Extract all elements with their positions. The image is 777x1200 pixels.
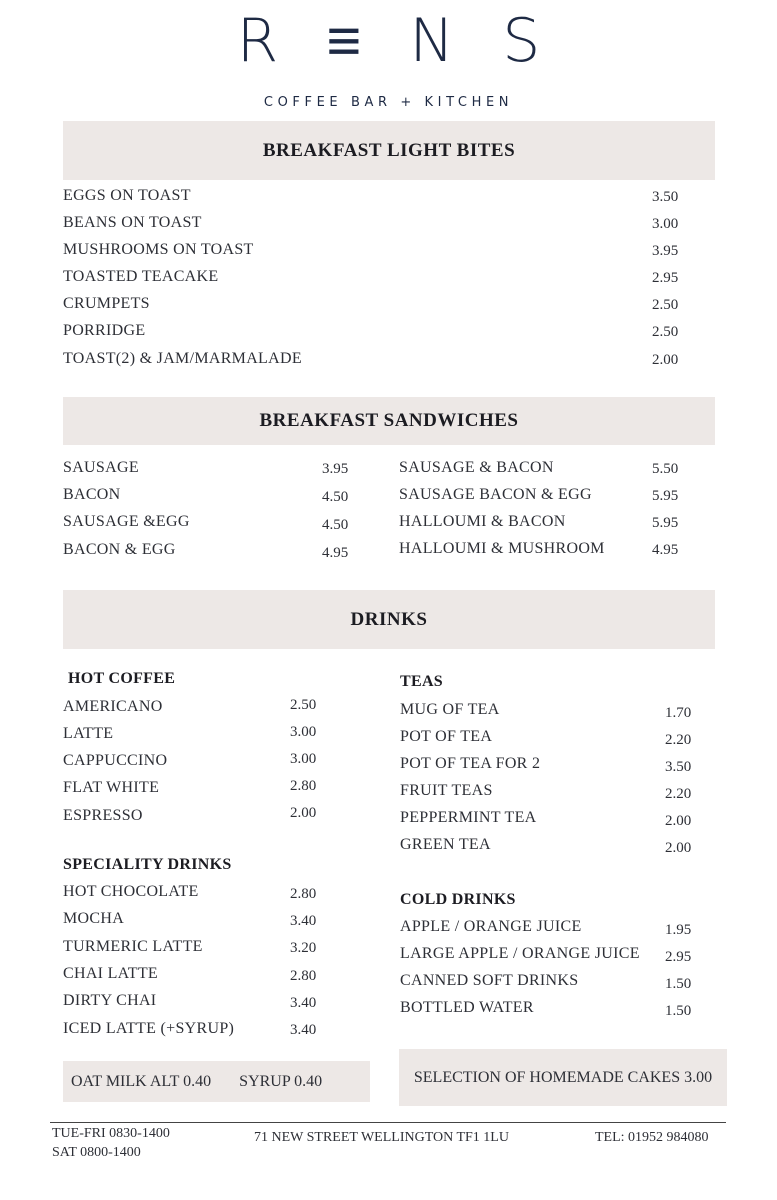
menu-item: BEANS ON TOAST (63, 214, 202, 231)
menu-item-price: 3.20 (290, 940, 317, 956)
menu-item-price: 1.70 (665, 705, 692, 721)
menu-item-price: 2.00 (665, 813, 692, 829)
menu-item: BACON & EGG (63, 541, 176, 558)
section-header-sandwiches: BREAKFAST SANDWICHES (63, 397, 715, 445)
menu-item: PORRIDGE (63, 322, 146, 339)
subsection-title-hot-coffee: HOT COFFEE (68, 670, 176, 687)
menu-item-price: 5.95 (652, 488, 679, 504)
menu-item: TOAST(2) & JAM/MARMALADE (63, 350, 302, 367)
menu-item: FRUIT TEAS (400, 782, 493, 799)
menu-item-price: 3.95 (652, 243, 679, 259)
cakes-box (399, 1049, 727, 1106)
menu-item-price: 4.95 (652, 542, 679, 558)
footer-divider (50, 1122, 726, 1123)
menu-item: APPLE / ORANGE JUICE (400, 918, 582, 935)
menu-item: CHAI LATTE (63, 965, 158, 982)
oat-milk-extra: OAT MILK ALT 0.40 (71, 1072, 212, 1090)
subsection-title-speciality: SPECIALITY DRINKS (63, 856, 232, 873)
menu-item: LARGE APPLE / ORANGE JUICE (400, 945, 640, 962)
menu-item-price: 1.50 (665, 1003, 692, 1019)
menu-item: SAUSAGE BACON & EGG (399, 486, 592, 503)
menu-item-price: 2.00 (665, 840, 692, 856)
menu-item-price: 5.50 (652, 461, 679, 477)
opening-hours-saturday: SAT 0800-1400 (52, 1145, 141, 1160)
menu-item-price: 2.00 (290, 805, 317, 821)
menu-item-price: 2.95 (665, 949, 692, 965)
section-header-drinks: DRINKS (63, 590, 715, 649)
menu-item: CANNED SOFT DRINKS (400, 972, 579, 989)
menu-item-price: 4.50 (322, 489, 349, 505)
menu-item-price: 2.80 (290, 968, 317, 984)
menu-item-price: 2.80 (290, 886, 317, 902)
menu-item: CRUMPETS (63, 295, 150, 312)
menu-item: POT OF TEA (400, 728, 493, 745)
menu-item: MOCHA (63, 910, 125, 927)
menu-item: PEPPERMINT TEA (400, 809, 537, 826)
menu-item: HALLOUMI & MUSHROOM (399, 540, 605, 557)
subsection-title-teas: TEAS (400, 673, 443, 690)
menu-item-price: 3.40 (290, 995, 317, 1011)
menu-item: SAUSAGE &EGG (63, 513, 190, 530)
cakes-item: SELECTION OF HOMEMADE CAKES 3.00 (413, 1068, 713, 1086)
menu-item: HALLOUMI & BACON (399, 513, 566, 530)
menu-item-price: 1.50 (665, 976, 692, 992)
menu-item: TOASTED TEACAKE (63, 268, 219, 285)
menu-item: SAUSAGE & BACON (399, 459, 554, 476)
menu-item-price: 4.50 (322, 517, 349, 533)
menu-item: SAUSAGE (63, 459, 139, 476)
menu-item-price: 5.95 (652, 515, 679, 531)
menu-item-price: 3.40 (290, 1022, 317, 1038)
menu-item-price: 2.50 (652, 297, 679, 313)
menu-item: LATTE (63, 725, 114, 742)
menu-item: POT OF TEA FOR 2 (400, 755, 541, 772)
menu-item: GREEN TEA (400, 836, 491, 853)
menu-item: EGGS ON TOAST (63, 187, 191, 204)
menu-item-price: 2.00 (652, 352, 679, 368)
menu-item-price: 3.95 (322, 461, 349, 477)
menu-item-price: 2.20 (665, 786, 692, 802)
menu-item: AMERICANO (63, 698, 163, 715)
menu-item-price: 3.00 (290, 751, 317, 767)
menu-item-price: 2.95 (652, 270, 679, 286)
opening-hours-weekday: TUE-FRI 0830-1400 (52, 1126, 170, 1141)
subsection-title-cold-drinks: COLD DRINKS (400, 891, 516, 908)
menu-item: BOTTLED WATER (400, 999, 534, 1016)
menu-item-price: 4.95 (322, 545, 349, 561)
menu-item: HOT CHOCOLATE (63, 883, 199, 900)
menu-item: MUSHROOMS ON TOAST (63, 241, 254, 258)
section-header-light-bites: BREAKFAST LIGHT BITES (63, 121, 715, 180)
menu-item: FLAT WHITE (63, 779, 160, 796)
address: 71 NEW STREET WELLINGTON TF1 1LU (254, 1130, 509, 1145)
menu-item-price: 2.50 (652, 324, 679, 340)
menu-item-price: 2.20 (665, 732, 692, 748)
menu-item: ESPRESSO (63, 807, 143, 824)
menu-item: TURMERIC LATTE (63, 938, 203, 955)
menu-item-price: 3.50 (652, 189, 679, 205)
syrup-extra: SYRUP 0.40 (239, 1072, 323, 1090)
menu-item-price: 3.00 (290, 724, 317, 740)
menu-item: CAPPUCCINO (63, 752, 168, 769)
phone-number: TEL: 01952 984080 (595, 1130, 709, 1145)
menu-item-price: 2.50 (290, 697, 317, 713)
menu-item-price: 2.80 (290, 778, 317, 794)
menu-item-price: 1.95 (665, 922, 692, 938)
menu-item: DIRTY CHAI (63, 992, 157, 1009)
logo: R≡NS (236, 6, 589, 76)
menu-item-price: 3.40 (290, 913, 317, 929)
menu-item-price: 3.00 (652, 216, 679, 232)
menu-item: BACON (63, 486, 121, 503)
tagline: COFFEE BAR + KITCHEN (263, 95, 514, 110)
menu-item-price: 3.50 (665, 759, 692, 775)
menu-item: ICED LATTE (+SYRUP) (63, 1020, 235, 1037)
extras-box (63, 1061, 370, 1102)
menu-item: MUG OF TEA (400, 701, 500, 718)
